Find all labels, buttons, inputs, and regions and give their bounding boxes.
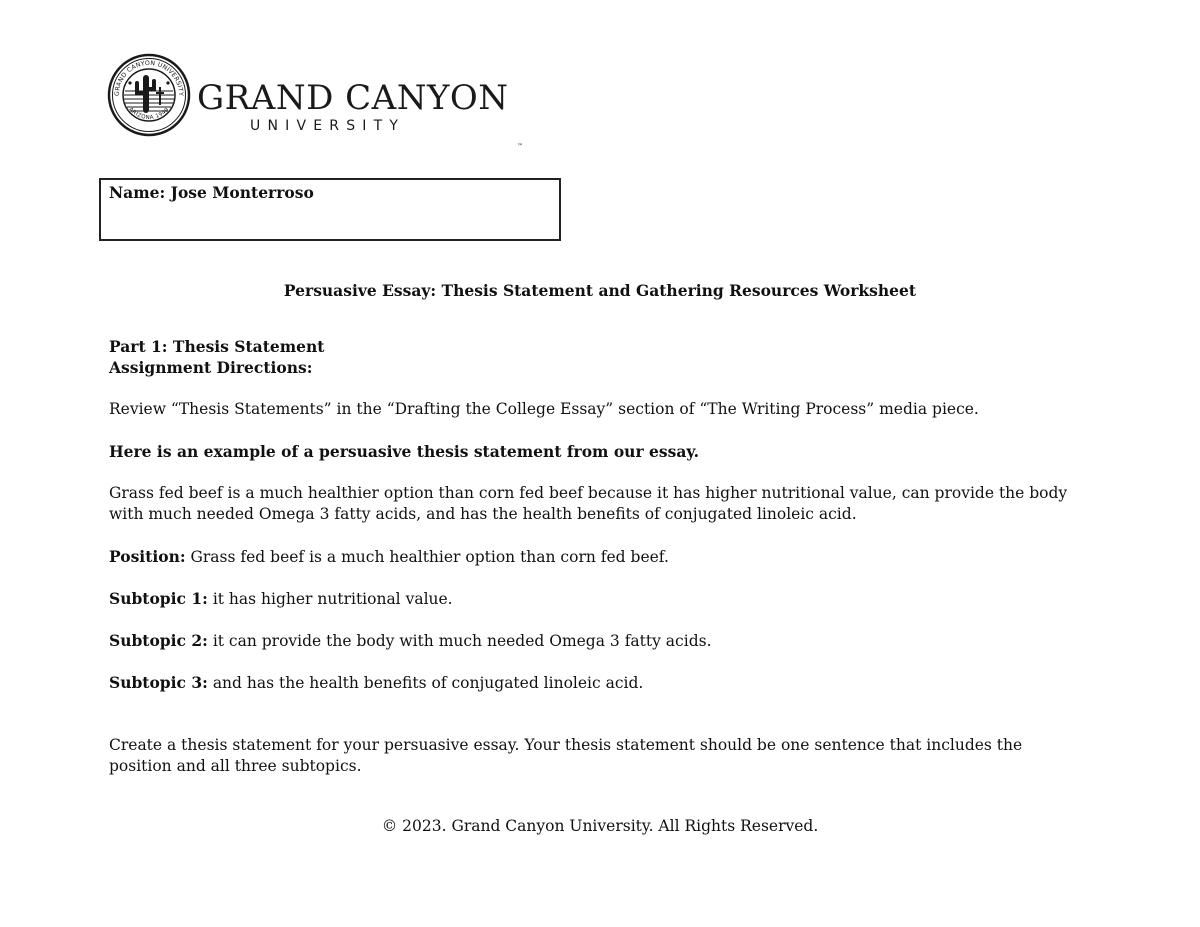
example-thesis: Grass fed beef is a much healthier option than corn fed beef because it has higher nutritional value, can provide the body with much needed Omega 3 fatty acids, and has the health benefits of conjugated linoleic acid. — [109, 484, 1068, 523]
name-label: Name: — [109, 183, 166, 202]
review-instruction: Review “Thesis Statements” in the “Drafting the College Essay” section of “The Writing Process” media piece. — [109, 400, 979, 418]
svg-text:GRAND CANYON UNIVERSITY: GRAND CANYON UNIVERSITY — [113, 59, 185, 97]
assignment-directions-label: Assignment Directions: — [109, 358, 313, 377]
subtopic-text: and has the health benefits of conjugated linoleic acid. — [212, 674, 644, 692]
name-box — [99, 178, 561, 241]
logo-wordmark-sub: UNIVERSITY — [250, 118, 406, 134]
name-value: Jose Monterroso — [170, 183, 314, 202]
copyright-footer: © 2023. Grand Canyon University. All Rights Reserved. — [381, 817, 819, 835]
subtopic-label: Subtopic 2: — [109, 631, 208, 650]
position-text: Grass fed beef is a much healthier option than corn fed beef. — [190, 548, 669, 566]
trademark-symbol: ™ — [517, 143, 523, 150]
university-logo — [107, 53, 523, 150]
name-line — [109, 183, 314, 202]
university-seal-icon — [107, 53, 191, 137]
position-line — [109, 546, 1084, 568]
create-thesis-instruction: Create a thesis statement for your persuasive essay. Your thesis statement should be one sentence that includes the position and all three subtopics. — [109, 736, 1023, 775]
subtopic-text: it can provide the body with much needed Omega 3 fatty acids. — [212, 632, 712, 650]
subtopic-line — [109, 630, 1084, 652]
subtopic-label: Subtopic 1: — [109, 589, 208, 608]
position-label: Position: — [109, 547, 186, 566]
example-intro: Here is an example of a persuasive thesis statement from our essay. — [109, 442, 699, 461]
subtopic-line — [109, 672, 1084, 694]
subtopic-label: Subtopic 3: — [109, 673, 208, 692]
svg-text:ARIZONA 1949: ARIZONA 1949 — [127, 106, 171, 122]
part1-heading: Part 1: Thesis Statement — [109, 337, 325, 356]
logo-wordmark — [197, 78, 523, 150]
subtopic-text: it has higher nutritional value. — [212, 590, 453, 608]
subtopic-line — [109, 588, 1084, 610]
logo-wordmark-main: GRAND CANYON — [197, 78, 509, 118]
worksheet-title: Persuasive Essay: Thesis Statement and Gathering Resources Worksheet — [283, 281, 917, 300]
